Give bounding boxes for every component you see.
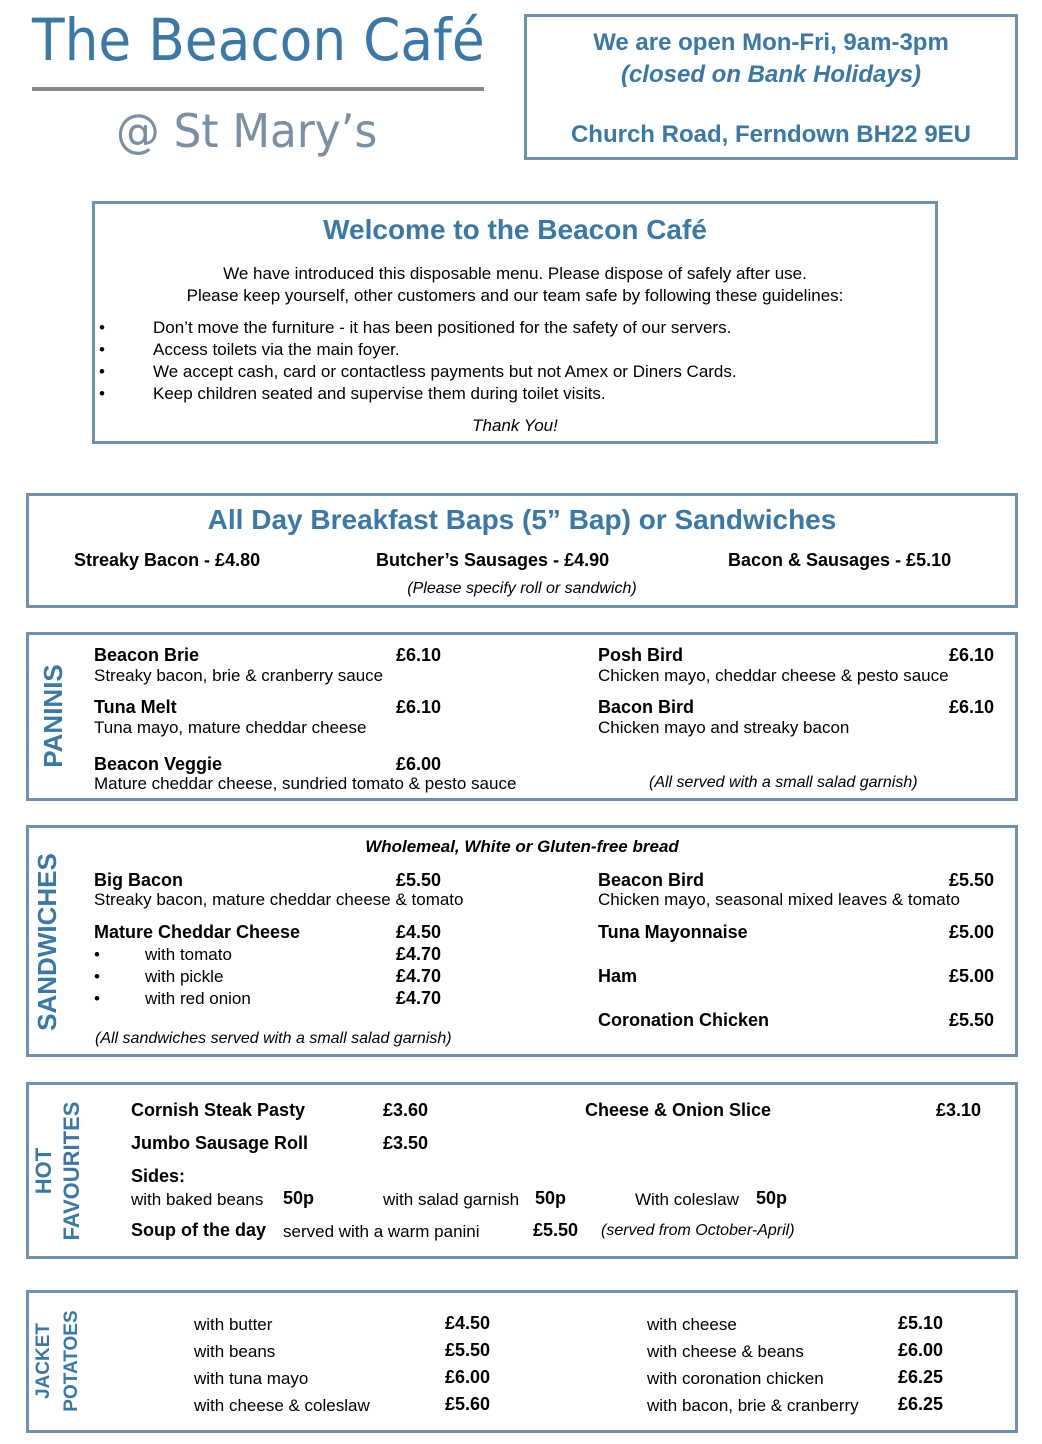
menu-item-name: Coronation Chicken [598,1010,770,1030]
menu-item-name: Cornish Steak Pasty [131,1100,306,1120]
jacket-item-name: with coronation chicken [647,1369,824,1388]
menu-item-name: Cheese & Onion Slice [585,1100,772,1120]
open-hours: We are open Mon-Fri, 9am-3pm [593,29,949,56]
jacket-item-name: with bacon, brie & cranberry [647,1396,859,1415]
breakfast-section [26,493,1018,608]
menu-item-desc: Chicken mayo, seasonal mixed leaves & tomato [598,890,960,909]
jacket-item-name: with butter [194,1315,273,1334]
side-price: 50p [283,1188,315,1208]
jacket-potatoes-section [26,1290,1018,1433]
sides-label: Sides: [131,1166,186,1186]
menu-item-name: Jumbo Sausage Roll [131,1133,309,1153]
address: Church Road, Ferndown BH22 9EU [570,121,972,148]
jacket-potatoes-label [30,1296,86,1426]
paninis-label: PANINIS [38,664,68,768]
menu-item-price: £6.10 [949,645,995,665]
menu-item-name: Tuna Melt [94,697,177,717]
soup-desc: served with a warm panini [283,1222,480,1241]
cafe-location: @ St Mary’s [116,104,378,158]
option-price: £4.70 [396,988,442,1008]
side-name: With coleslaw [635,1190,739,1209]
menu-item-price: £6.10 [396,697,442,717]
welcome-title: Welcome to the Beacon Café [323,214,707,245]
hot-favourites-label [30,1096,86,1246]
menu-item-desc: Chicken mayo, cheddar cheese & pesto sauce [598,666,949,685]
menu-item-name: Beacon Veggie [94,754,223,774]
option-price: £4.70 [396,966,442,986]
hot-label-line2: FAVOURITES [59,1101,84,1241]
menu-item-price: £5.50 [949,1010,995,1030]
breakfast-note: (Please specify roll or sandwich) [407,580,637,597]
menu-item-desc: Mature cheddar cheese, sundried tomato & pesto sauce [94,774,517,793]
soup-price: £5.50 [533,1220,579,1240]
jacket-item-price: £5.50 [445,1340,491,1360]
menu-item-name: Posh Bird [598,645,684,665]
sandwiches-section [26,825,1018,1057]
side-price: 50p [756,1188,788,1208]
list-item: • [94,945,100,964]
option-price: £4.70 [396,944,442,964]
breakfast-item: Streaky Bacon - £4.80 [74,550,261,570]
side-price: 50p [535,1188,567,1208]
breakfast-title: All Day Breakfast Baps (5” Bap) or Sandwiches [207,504,837,535]
jacket-item-price: £5.60 [445,1394,491,1414]
jacket-label-line2: POTATOES [61,1310,82,1412]
hot-label-line1: HOT [31,1147,56,1195]
menu-item-desc: Streaky bacon, brie & cranberry sauce [94,666,384,685]
menu-item-price: £3.60 [383,1100,429,1120]
jacket-item-name: with cheese & coleslaw [194,1396,370,1415]
jacket-item-price: £4.50 [445,1313,491,1333]
opening-hours-box [524,14,1018,160]
side-name: with salad garnish [383,1190,520,1209]
menu-item-price: £5.00 [949,922,995,942]
menu-item-name: Ham [598,966,638,986]
welcome-guidelines: Please keep yourself, other customers and our team safe by following these guidelines: [186,286,844,305]
side-name: with baked beans [131,1190,264,1209]
menu-item-price: £5.50 [949,870,995,890]
breakfast-item: Bacon & Sausages - £5.10 [728,550,952,570]
breakfast-item: Butcher’s Sausages - £4.90 [376,550,610,570]
list-item: • [94,967,100,986]
welcome-intro: We have introduced this disposable menu. Please dispose of safely after use. [223,264,807,283]
jacket-item-name: with tuna mayo [194,1369,309,1388]
menu-item-desc: Streaky bacon, mature cheddar cheese & tomato [94,890,464,909]
menu-item-name: Mature Cheddar Cheese [94,922,301,942]
menu-item-price: £5.00 [949,966,995,986]
menu-item-price: £6.00 [396,754,442,774]
menu-item-price: £4.50 [396,922,442,942]
option-name: with tomato [145,945,232,964]
sandwiches-label: SANDWICHES [32,853,62,1031]
jacket-item-price: £5.10 [898,1313,944,1333]
menu-item-price: £6.10 [396,645,442,665]
menu-item-name: Tuna Mayonnaise [598,922,748,942]
menu-item-desc: Tuna mayo, mature cheddar cheese [94,718,367,737]
hot-favourites-section [26,1082,1018,1259]
jacket-item-name: with beans [194,1342,276,1361]
menu-item-name: Bacon Bird [598,697,695,717]
jacket-item-price: £6.25 [898,1367,944,1387]
bread-options: Wholemeal, White or Gluten-free bread [365,837,679,856]
option-name: with red onion [145,989,251,1008]
jacket-label-line1: JACKET [33,1323,54,1400]
welcome-box: Welcome to the Beacon Café We have introduced this disposable menu. Please dispose of safely after use. Please keep yourself, other customers and our team safe by following these guidelines: • Don’t move the furniture - it has been positioned for the safety of our servers. • Access toilets via the main foyer. • We accept cash, card or contactless payments but not Amex or Diners Cards. • Keep children seated and supervise them during toilet visits. Thank You! [92,201,938,444]
menu-item-desc: Chicken mayo and streaky bacon [598,718,850,737]
thank-you: Thank You! [472,416,558,435]
menu-item-name: Beacon Brie [94,645,200,665]
closed-note: (closed on Bank Holidays) [620,61,922,88]
menu-item-name: Big Bacon [94,870,184,890]
jacket-item-price: £6.00 [445,1367,491,1387]
jacket-item-price: £6.25 [898,1394,944,1414]
menu-item-price: £3.50 [383,1133,429,1153]
jacket-item-name: with cheese & beans [647,1342,804,1361]
soup-name: Soup of the day [131,1220,266,1240]
option-name: with pickle [145,967,224,986]
logo-divider [32,87,484,91]
paninis-note: (All served with a small salad garnish) [649,774,918,791]
menu-item-price: £3.10 [936,1100,982,1120]
paninis-section [26,632,1018,801]
jacket-item-name: with cheese [647,1315,737,1334]
menu-item-price: £5.50 [396,870,442,890]
menu-item-price: £6.10 [949,697,995,717]
soup-note: (served from October-April) [601,1222,795,1239]
cafe-name: The Beacon Café [32,6,485,74]
sandwiches-note: (All sandwiches served with a small salad garnish) [95,1030,452,1047]
menu-item-name: Beacon Bird [598,870,705,890]
list-item: • [94,989,100,1008]
jacket-item-price: £6.00 [898,1340,944,1360]
